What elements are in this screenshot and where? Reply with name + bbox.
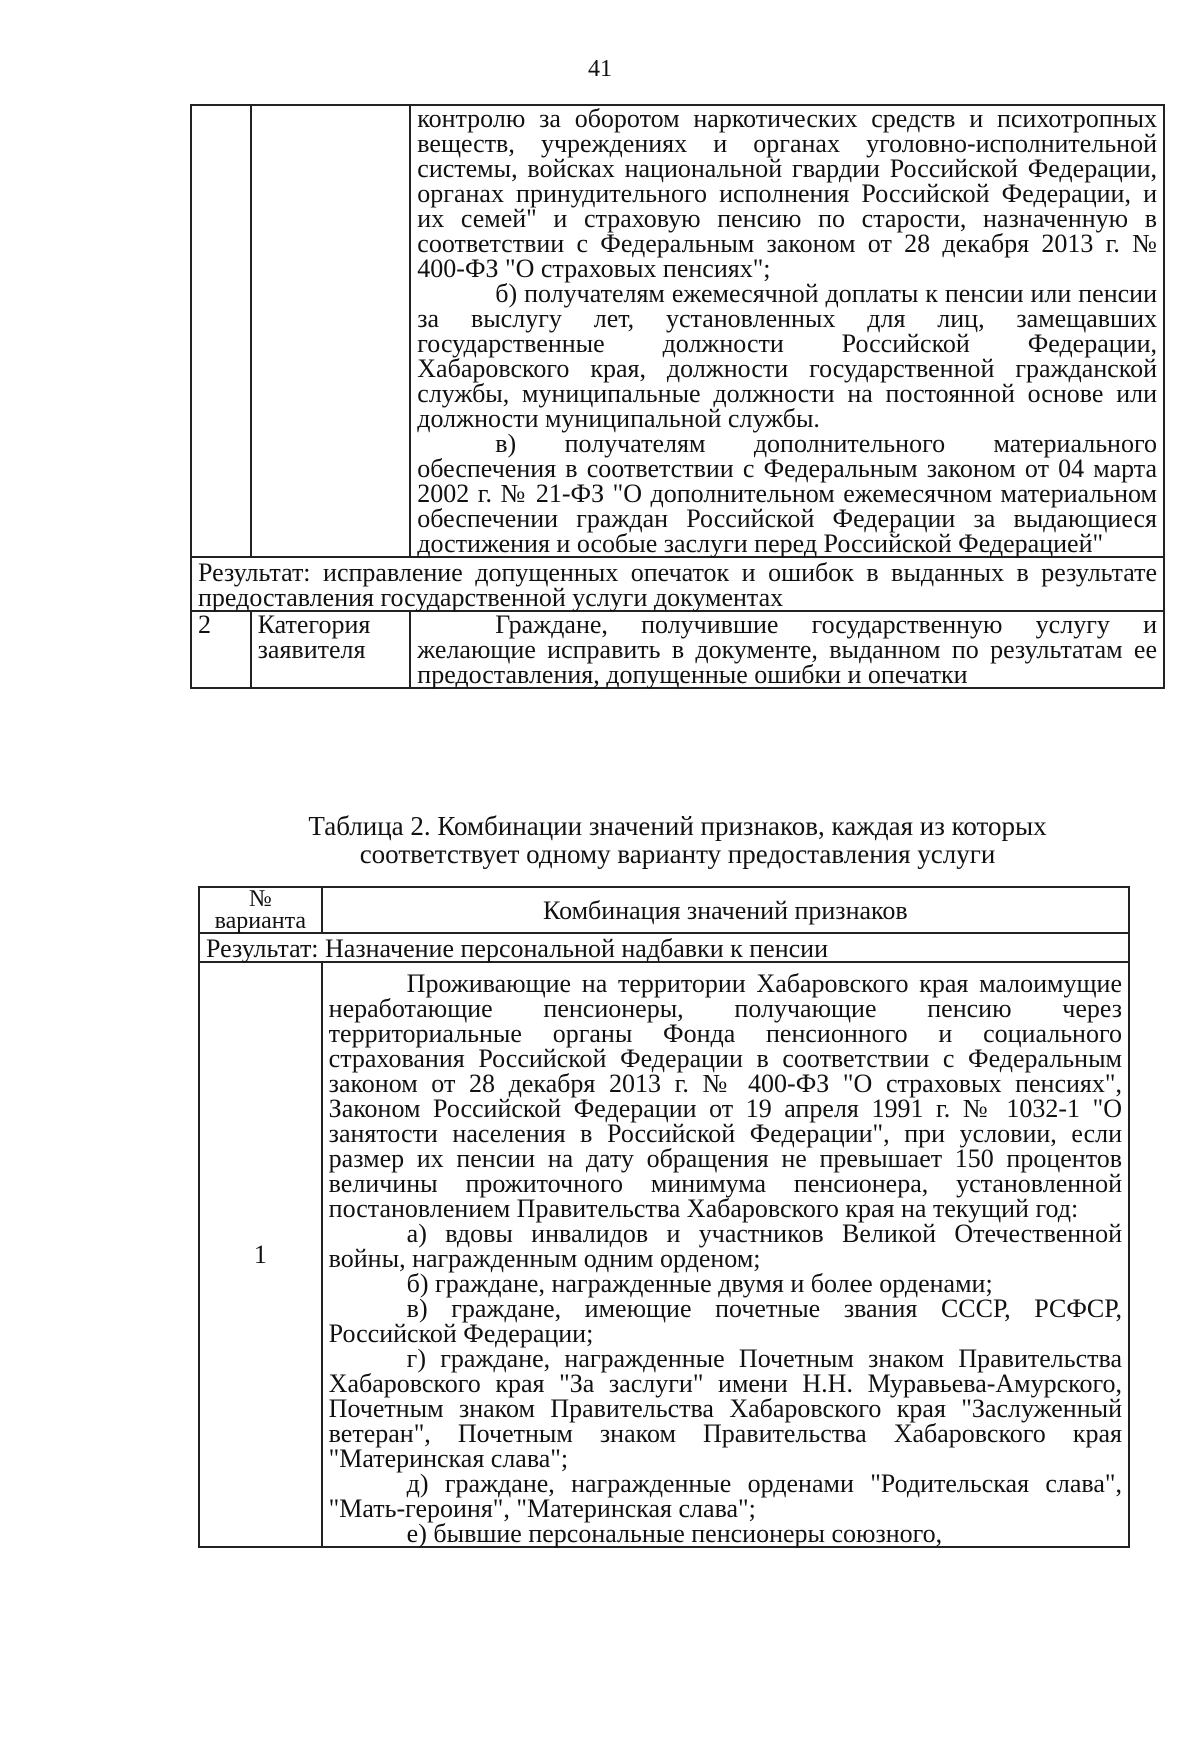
header-combination: Комбинация значений признаков	[322, 887, 1129, 933]
paragraph: д) граждане, награжденные орденами "Родительская слава", "Мать-героиня", "Материнская слава";	[328, 1469, 1122, 1523]
table-cell-label: Категория заявителя	[251, 611, 411, 688]
table-row	[191, 611, 1164, 688]
table-row	[199, 962, 1129, 1547]
table-row	[191, 105, 1164, 557]
result-row	[199, 933, 1129, 962]
page-number: 41	[588, 56, 612, 82]
table-cell-label	[251, 105, 411, 557]
requirements-table-continuation	[190, 104, 1165, 689]
table-cell-text	[322, 962, 1129, 1547]
paragraph: Проживающие на территории Хабаровского края малоимущие неработающие пенсионеры, получающие пенсию через территориальные органы Фонда пенсионного и социального страхования Российской Федерации в соответствии с Федеральным законом от 28 декабря 2013 г. № 400-ФЗ "О страховых пенсиях", Законом Российской Федерации от 19 апреля 1991 г. № 1032-1 "О занятости населения в Российской Федерации", при условии, если размер их пенсии на дату обращения не превышает 150 процентов величины прожиточного минимума пенсионера, установленной постановлением Правительства Хабаровского края на текущий год:	[328, 969, 1122, 1223]
result-text: Результат: исправление допущенных опечаток и ошибок в выданных в результате предоставления государственной услуги документах	[191, 557, 1164, 611]
table-cell-text	[410, 105, 1164, 557]
table-header-row	[199, 887, 1129, 933]
result-row	[191, 557, 1164, 611]
header-number-variant: № варианта	[199, 887, 322, 933]
paragraph: контролю за оборотом наркотических средств и психотропных веществ, учреждениях и органах уголовно-исполнительной системы, войсках национальной гвардии Российской Федерации, органах принудительного исполнения Российской Федерации, и их семей" и страховую пенсию по старости, назначенную в соответствии с Федеральным законом от 28 декабря 2013 г. № 400-ФЗ "О страховых пенсиях";	[417, 104, 1157, 283]
table-cell-number: 1	[199, 962, 322, 1547]
table-caption	[190, 812, 1165, 868]
caption-line: соответствует одному варианту предоставления услуги	[359, 839, 996, 869]
paragraph: Граждане, получившие государственную услугу и желающие исправить в документе, выданном по результатам ее предоставления, допущенные ошибки и опечатки	[417, 610, 1157, 689]
paragraph: б) граждане, награжденные двумя и более орденами;	[406, 1269, 993, 1298]
result-text: Результат: Назначение персональной надбавки к пенсии	[199, 933, 1129, 962]
paragraph: в) получателям дополнительного материального обеспечения в соответствии с Федеральным законом от 04 марта 2002 г. № 21-ФЗ "О дополнительном ежемесячном материальном обеспечении граждан Российской Федерации за выдающиеся достижения и особые заслуги перед Российской Федерацией"	[417, 429, 1157, 558]
paragraph: г) граждане, награжденные Почетным знаком Правительства Хабаровского края "За заслуги" имени Н.Н. Муравьева-Амурского, Почетным знаком Правительства Хабаровского края "Заслуженный ветеран", Почетным знаком Правительства Хабаровского края "Материнская слава";	[328, 1344, 1122, 1473]
combinations-table	[198, 886, 1130, 1548]
table-cell-number	[191, 105, 251, 557]
table-cell-number: 2	[191, 611, 251, 688]
paragraph: б) получателям ежемесячной доплаты к пенсии или пенсии за выслугу лет, установленных для лиц, замещавших государственные должности Российской Федерации, Хабаровского края, должности государственной гражданской службы, муниципальные должности на постоянной основе или должности муниципальной службы.	[417, 279, 1157, 433]
paragraph: а) вдовы инвалидов и участников Великой Отечественной войны, награжденным одним орденом;	[328, 1219, 1122, 1273]
paragraph: е) бывшие персональные пенсионеры союзного,	[406, 1519, 943, 1548]
paragraph: в) граждане, имеющие почетные звания СССР, РСФСР, Российской Федерации;	[328, 1294, 1122, 1348]
table-cell-text	[410, 611, 1164, 688]
caption-line: Таблица 2. Комбинации значений признаков, каждая из которых	[308, 811, 1047, 841]
